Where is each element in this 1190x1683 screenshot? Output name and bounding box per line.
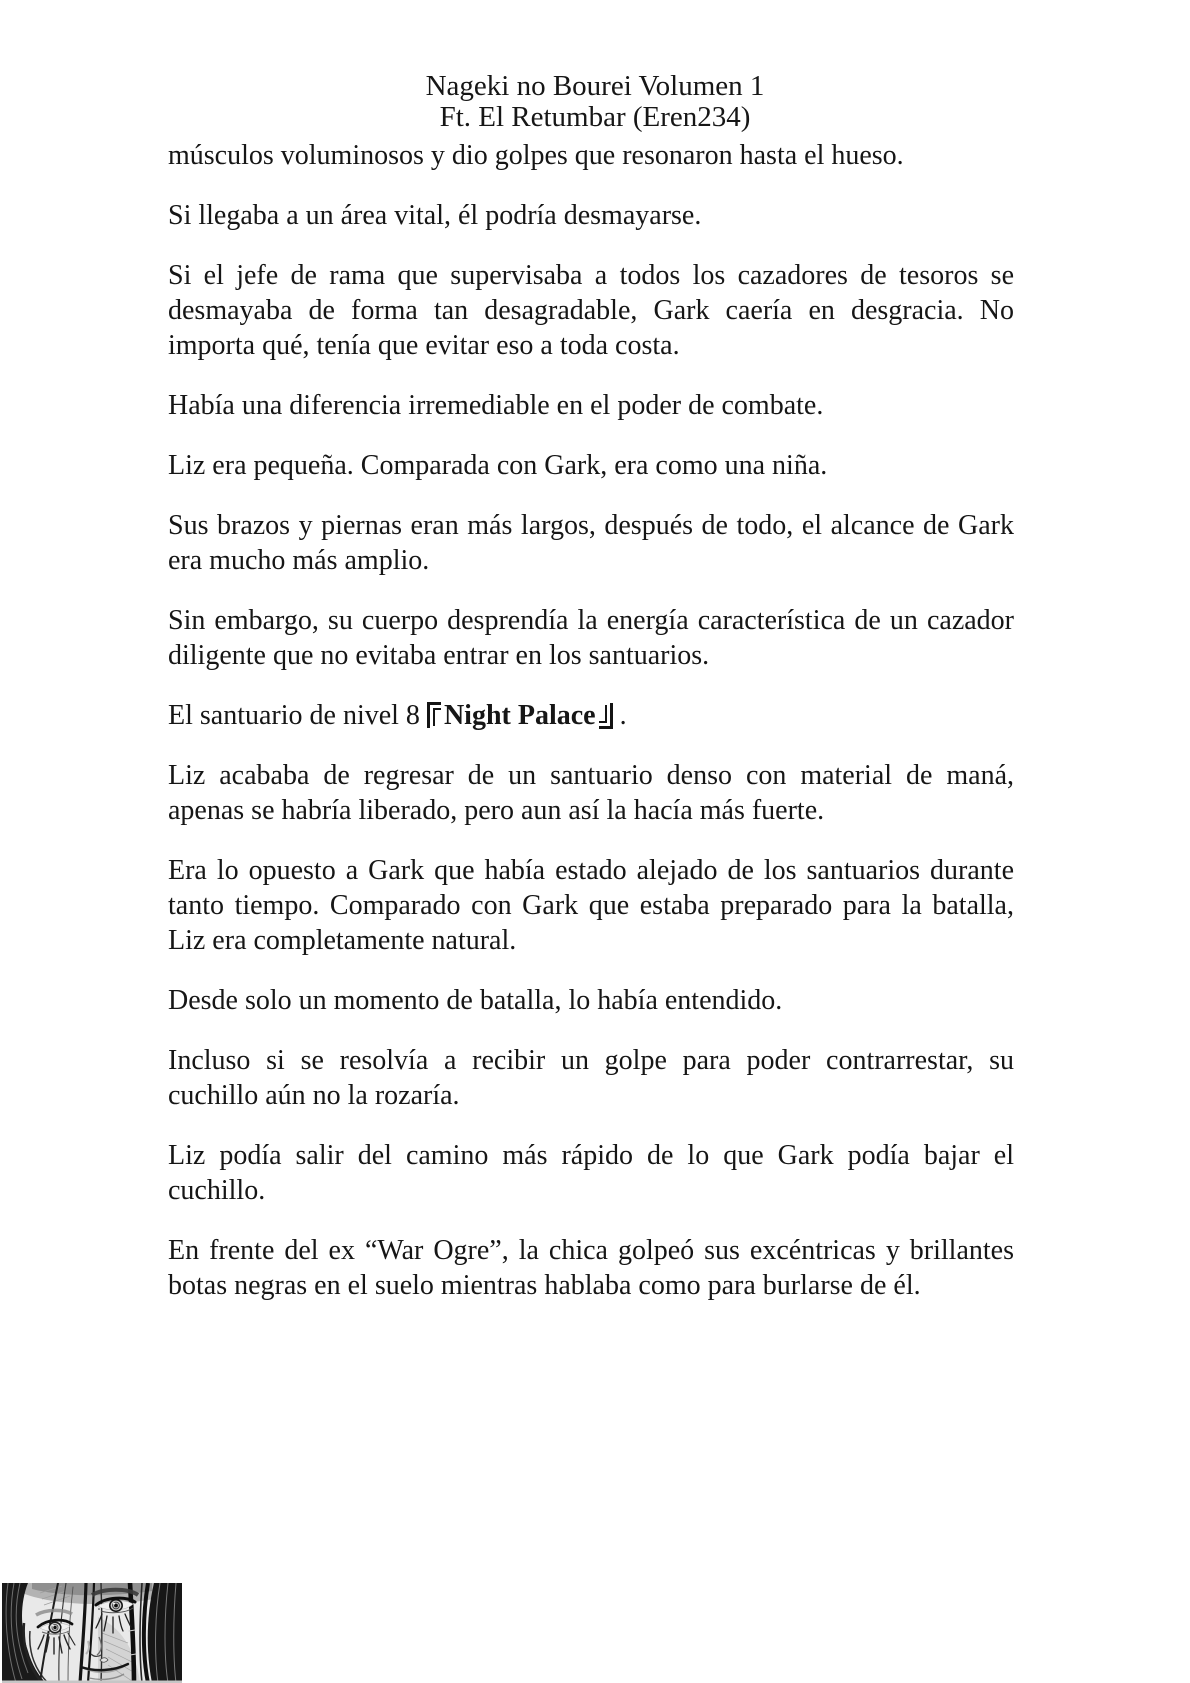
- sanctuary-suffix: .: [612, 700, 627, 731]
- paragraph-7: Sin embargo, su cuerpo desprendía la energía característica de un cazador diligente que no evitaba entrar en los santuarios.: [168, 605, 1014, 671]
- paragraph-14: En frente del ex “War Ogre”, la chica golpeó sus excéntricas y brillantes botas negras en el suelo mientras hablaba como para burlarse de él.: [168, 1235, 1014, 1301]
- document-header: [0, 71, 1190, 133]
- manga-face-illustration: [2, 1583, 182, 1683]
- document-body: [168, 138, 1014, 1303]
- paragraph-5: Liz era pequeña. Comparada con Gark, era como una niña.: [168, 450, 828, 481]
- title-line-1: Nageki no Bourei Volumen 1: [425, 70, 765, 102]
- cjk-close-bracket-icon: [599, 702, 613, 729]
- paragraph-8-sanctuary: [168, 698, 1014, 733]
- sanctuary-name: Night Palace: [443, 700, 596, 731]
- footer-illustration: [2, 1583, 182, 1683]
- paragraph-11: Desde solo un momento de batalla, lo había entendido.: [168, 985, 783, 1016]
- paragraph-13: Liz podía salir del camino más rápido de lo que Gark podía bajar el cuchillo.: [168, 1140, 1014, 1206]
- paragraph-9: Liz acababa de regresar de un santuario denso con material de maná, apenas se habría liberado, pero aun así la hacía más fuerte.: [168, 760, 1014, 826]
- paragraph-4: Había una diferencia irremediable en el poder de combate.: [168, 390, 824, 421]
- cjk-open-bracket-icon: [427, 702, 441, 729]
- paragraph-3: Si el jefe de rama que supervisaba a todos los cazadores de tesoros se desmayaba de forma tan desagradable, Gark caería en desgracia. No importa qué, tenía que evitar eso a toda costa.: [168, 260, 1014, 361]
- paragraph-6: Sus brazos y piernas eran más largos, después de todo, el alcance de Gark era mucho más amplio.: [168, 510, 1014, 576]
- sanctuary-prefix: El santuario de nivel 8: [168, 700, 427, 731]
- paragraph-12: Incluso si se resolvía a recibir un golpe para poder contrarrestar, su cuchillo aún no la rozaría.: [168, 1045, 1014, 1111]
- paragraph-2: Si llegaba a un área vital, él podría desmayarse.: [168, 200, 702, 231]
- paragraph-1: músculos voluminosos y dio golpes que resonaron hasta el hueso.: [168, 140, 904, 171]
- title-line-2: Ft. El Retumbar (Eren234): [439, 101, 751, 133]
- paragraph-10: Era lo opuesto a Gark que había estado alejado de los santuarios durante tanto tiempo. Comparado con Gark que estaba preparado para la batalla, Liz era completamente natural.: [168, 855, 1014, 956]
